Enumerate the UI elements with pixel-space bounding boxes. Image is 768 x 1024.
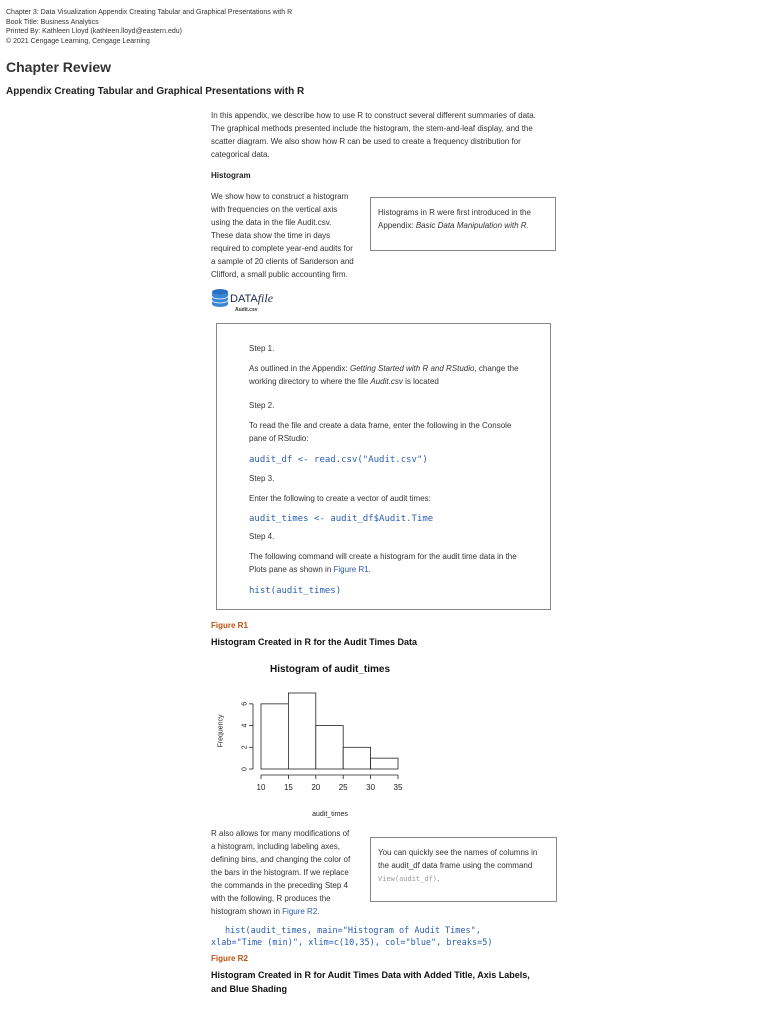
step-4-label: Step 4. <box>249 532 275 541</box>
x-tick-label: 25 <box>338 783 348 792</box>
figure-r2-link[interactable]: Figure R2 <box>282 907 318 916</box>
step-1-label: Step 1. <box>249 344 275 353</box>
code-read-csv: audit_df <- read.csv("Audit.csv") <box>249 455 428 465</box>
figure-r2-label: Figure R2 <box>211 954 248 963</box>
figure-r1-label: Figure R1 <box>211 621 248 630</box>
figure-r1-title: Histogram Created in R for the Audit Times Data <box>211 637 418 647</box>
x-tick-label: 15 <box>283 783 293 792</box>
step-2-label: Step 2. <box>249 401 275 410</box>
histogram-paragraph: We show how to construct a histogram with frequencies on the vertical axis using the data in the file Audit.csv. These data show the time in days required to complete year-end audits for a sample of 20 clients of Sanderson and Clifford, a small public accounting firm. <box>211 192 354 279</box>
step-3-text: Enter the following to create a vector of audit times: <box>249 494 431 503</box>
y-tick-label: 0 <box>241 767 249 771</box>
histogram-heading: Histogram <box>211 171 251 180</box>
histogram-bar <box>316 726 343 769</box>
note-box-histograms: Histograms in R were first introduced in the Appendix: Basic Data Manipulation with R. <box>370 197 556 251</box>
header-book-title: Book Title: Business Analytics <box>6 18 99 26</box>
header-copyright: © 2021 Cengage Learning, Cengage Learning <box>6 37 150 45</box>
histogram-bar <box>261 704 288 769</box>
histogram-bar <box>288 693 315 769</box>
histogram-bar <box>343 747 370 769</box>
x-axis-label: audit_times <box>312 811 348 818</box>
steps-box <box>216 323 551 610</box>
intro-paragraph: In this appendix, we describe how to use R to construct several different summaries of data. The graphical methods presented include the histogram, the stem-and-leaf display, and the scatter diagram. We also show how R can be used to create a frequency distribution for categorical data. <box>211 111 536 159</box>
figure-r1-link[interactable]: Figure R1 <box>333 565 369 574</box>
x-tick-label: 35 <box>393 783 403 792</box>
database-icon <box>211 288 229 308</box>
chart-title: Histogram of audit_times <box>269 664 391 675</box>
chapter-title: Chapter Review <box>6 59 112 75</box>
x-tick-label: 30 <box>366 783 376 792</box>
after-paragraph: R also allows for many modifications of a histogram, including labeling axes, defining bins, and changing the color of the bars in the histogram. If we replace the commands in the preceding Step 4 with the following, R produces the histogram shown in Figure R2. <box>211 829 351 916</box>
x-tick-label: 10 <box>256 783 266 792</box>
note-box-view-columns: You can quickly see the names of columns in the audit_df data frame using the command View(audit_df). <box>370 837 557 902</box>
print-header <box>6 8 292 46</box>
x-tick-label: 20 <box>311 783 321 792</box>
step-1-text: As outlined in the Appendix: Getting Started with R and RStudio, change the working directory to where the file Audit.csv is located <box>249 364 519 386</box>
figure-r2-title: Histogram Created in R for Audit Times Data with Added Title, Axis Labels, and Blue Shading <box>211 970 530 994</box>
step-4-text: The following command will create a histogram for the audit time data in the Plots pane as shown in Figure R1. <box>249 552 517 574</box>
histogram-bar <box>371 758 398 769</box>
code-hist: hist(audit_times) <box>249 586 342 596</box>
y-tick-label: 6 <box>241 701 249 706</box>
code-hist-custom-line1: hist(audit_times, main="Histogram of Audit Times", <box>225 926 481 936</box>
header-chapter: Chapter 3: Data Visualization Appendix Creating Tabular and Graphical Presentations with R <box>6 9 293 16</box>
y-axis-label: Frequency <box>217 714 225 748</box>
section-title: Appendix Creating Tabular and Graphical Presentations with R <box>6 86 305 97</box>
y-tick-label: 4 <box>241 723 249 728</box>
datafile-badge: DATAfile Audit.csv <box>211 288 229 313</box>
code-audit-times: audit_times <- audit_df$Audit.Time <box>249 514 434 524</box>
step-3-label: Step 3. <box>249 474 275 483</box>
header-printed-by: Printed By: Kathleen Lloyd (kathleen.lloyd@eastern.edu) <box>6 28 182 35</box>
step-2-text: To read the file and create a data frame, enter the following in the Console pane of RStudio: <box>249 421 512 443</box>
y-tick-label: 2 <box>241 745 249 750</box>
code-hist-custom-line2: xlab="Time (min)", xlim=c(10,35), col="blue", breaks=5) <box>211 938 493 948</box>
histogram-chart <box>211 655 411 825</box>
datafile-filename: Audit.csv <box>235 307 258 313</box>
